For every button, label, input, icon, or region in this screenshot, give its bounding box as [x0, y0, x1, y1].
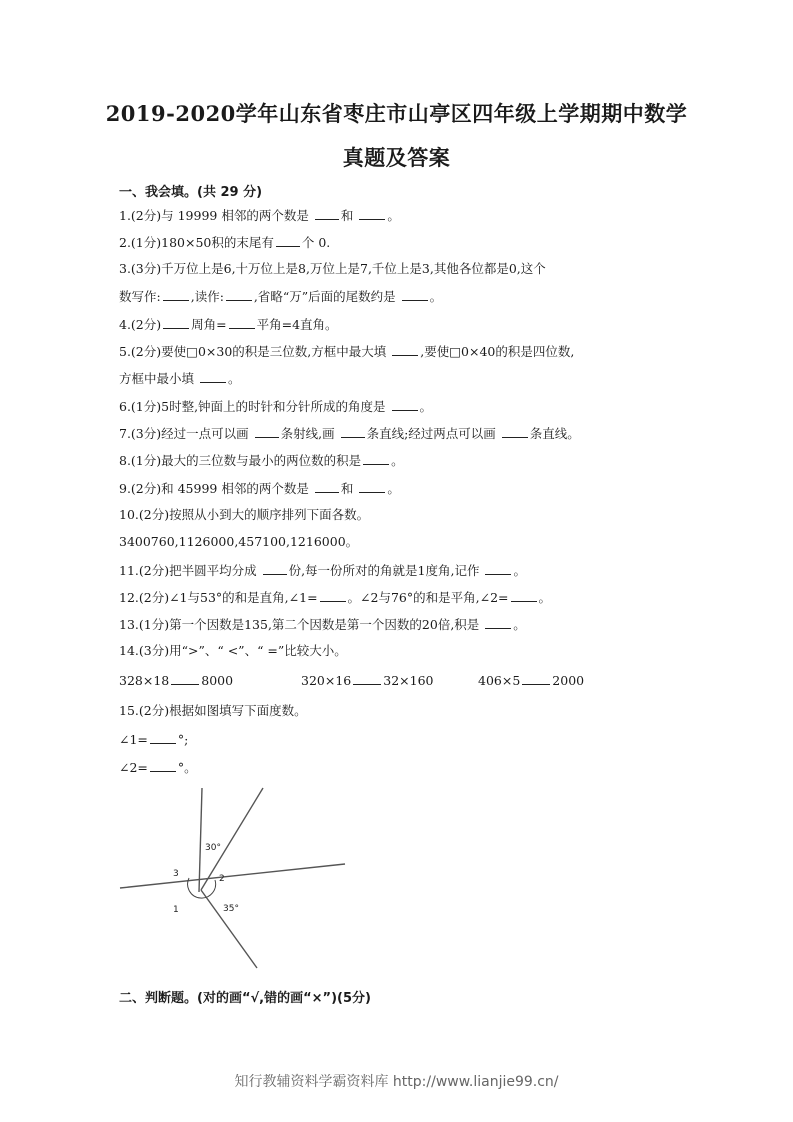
question-3-line-1: 3.(3分)千万位上是6,十万位上是8,万位上是7,千位上是3,其他各位都是0,这个: [119, 261, 546, 276]
figure-label-35: 35°: [223, 904, 239, 914]
question-2: 2.(1分)180×50积的末尾有 个 0.: [119, 235, 331, 250]
question-9: 9.(2分)和 45999 相邻的两个数是 和 。: [119, 481, 400, 496]
figure-label-1: 1: [173, 905, 179, 915]
question-1: 1.(2分)与 19999 相邻的两个数是 和 。: [119, 208, 400, 223]
answer-blank[interactable]: [502, 425, 528, 438]
compare-blank[interactable]: [353, 672, 381, 685]
answer-blank[interactable]: [359, 207, 385, 220]
answer-blank[interactable]: [229, 316, 255, 329]
compare-item-1: 328×18 8000: [119, 673, 234, 688]
question-12: 12.(2分)∠1与53°的和是直角,∠1= 。∠2与76°的和是平角,∠2= 。: [119, 590, 552, 605]
title-line-2: 真题及答案: [342, 145, 451, 170]
compare-blank[interactable]: [171, 672, 199, 685]
figure-label-30: 30°: [205, 843, 221, 853]
question-15-angle-1: ∠1= °;: [119, 732, 189, 747]
compare-item-2: 320×16 32×160: [301, 673, 434, 688]
question-15-angle-2: ∠2= °。: [119, 760, 197, 775]
question-14: 14.(3分)用“>”、“ <”、“ =”比较大小。: [119, 643, 347, 658]
answer-blank[interactable]: [341, 425, 365, 438]
answer-blank[interactable]: [263, 562, 287, 575]
question-6: 6.(1分)5时整,钟面上的时针和分针所成的角度是 。: [119, 399, 433, 414]
question-11: 11.(2分)把半圆平均分成 份,每一份所对的角就是1度角,记作 。: [119, 563, 526, 578]
footer-watermark: 知行教辅资料学霸资料库 http://www.lianjie99.cn/: [234, 1074, 559, 1090]
answer-blank[interactable]: [359, 480, 385, 493]
question-4: 4.(2分) 周角= 平角=4直角。: [119, 317, 338, 332]
answer-blank[interactable]: [402, 288, 428, 301]
answer-blank[interactable]: [150, 731, 176, 744]
answer-blank[interactable]: [363, 452, 389, 465]
answer-blank[interactable]: [226, 288, 252, 301]
answer-blank[interactable]: [315, 480, 339, 493]
answer-blank[interactable]: [392, 398, 418, 411]
answer-blank[interactable]: [200, 370, 226, 383]
compare-item-3: 406×5 2000: [478, 673, 585, 688]
question-10-line-1: 10.(2分)按照从小到大的顺序排列下面各数。: [119, 507, 370, 522]
title-line-1: 2019-2020学年山东省枣庄市山亭区四年级上学期期中数学: [105, 101, 688, 126]
vertical-line: [199, 788, 202, 892]
compare-blank[interactable]: [522, 672, 550, 685]
ray-lower-right: [201, 890, 257, 968]
question-13: 13.(1分)第一个因数是135,第二个因数是第一个因数的20倍,积是 。: [119, 617, 526, 632]
ray-upper-right: [201, 788, 263, 890]
figure-label-3: 3: [173, 869, 179, 879]
angle-figure: [115, 780, 355, 980]
answer-blank[interactable]: [163, 288, 189, 301]
answer-blank[interactable]: [150, 759, 176, 772]
answer-blank[interactable]: [320, 589, 346, 602]
figure-label-2: 2: [219, 874, 225, 884]
question-5-line-1: 5.(2分)要使□0×30的积是三位数,方框中最大填 ,要使□0×40的积是四位数,: [119, 344, 575, 359]
answer-blank[interactable]: [485, 616, 511, 629]
answer-blank[interactable]: [163, 316, 189, 329]
answer-blank[interactable]: [511, 589, 537, 602]
question-5-line-2: 方框中最小填 。: [119, 371, 241, 386]
answer-blank[interactable]: [255, 425, 279, 438]
answer-blank[interactable]: [276, 234, 300, 247]
answer-blank[interactable]: [392, 343, 418, 356]
answer-blank[interactable]: [485, 562, 511, 575]
question-10-line-2: 3400760,1126000,457100,1216000。: [119, 534, 359, 549]
question-7: 7.(3分)经过一点可以画 条射线,画 条直线;经过两点可以画 条直线。: [119, 426, 580, 441]
question-3-line-2: 数写作: ,读作: ,省略“万”后面的尾数约是 。: [119, 289, 443, 304]
horizontal-line: [120, 864, 345, 888]
question-15: 15.(2分)根据如图填写下面度数。: [119, 703, 307, 718]
section-1-heading: 一、我会填。(共 29 分): [119, 185, 263, 200]
question-8: 8.(1分)最大的三位数与最小的两位数的积是 。: [119, 453, 404, 468]
section-2-heading: 二、判断题。(对的画“√,错的画“×”)(5分): [119, 991, 371, 1006]
answer-blank[interactable]: [315, 207, 339, 220]
